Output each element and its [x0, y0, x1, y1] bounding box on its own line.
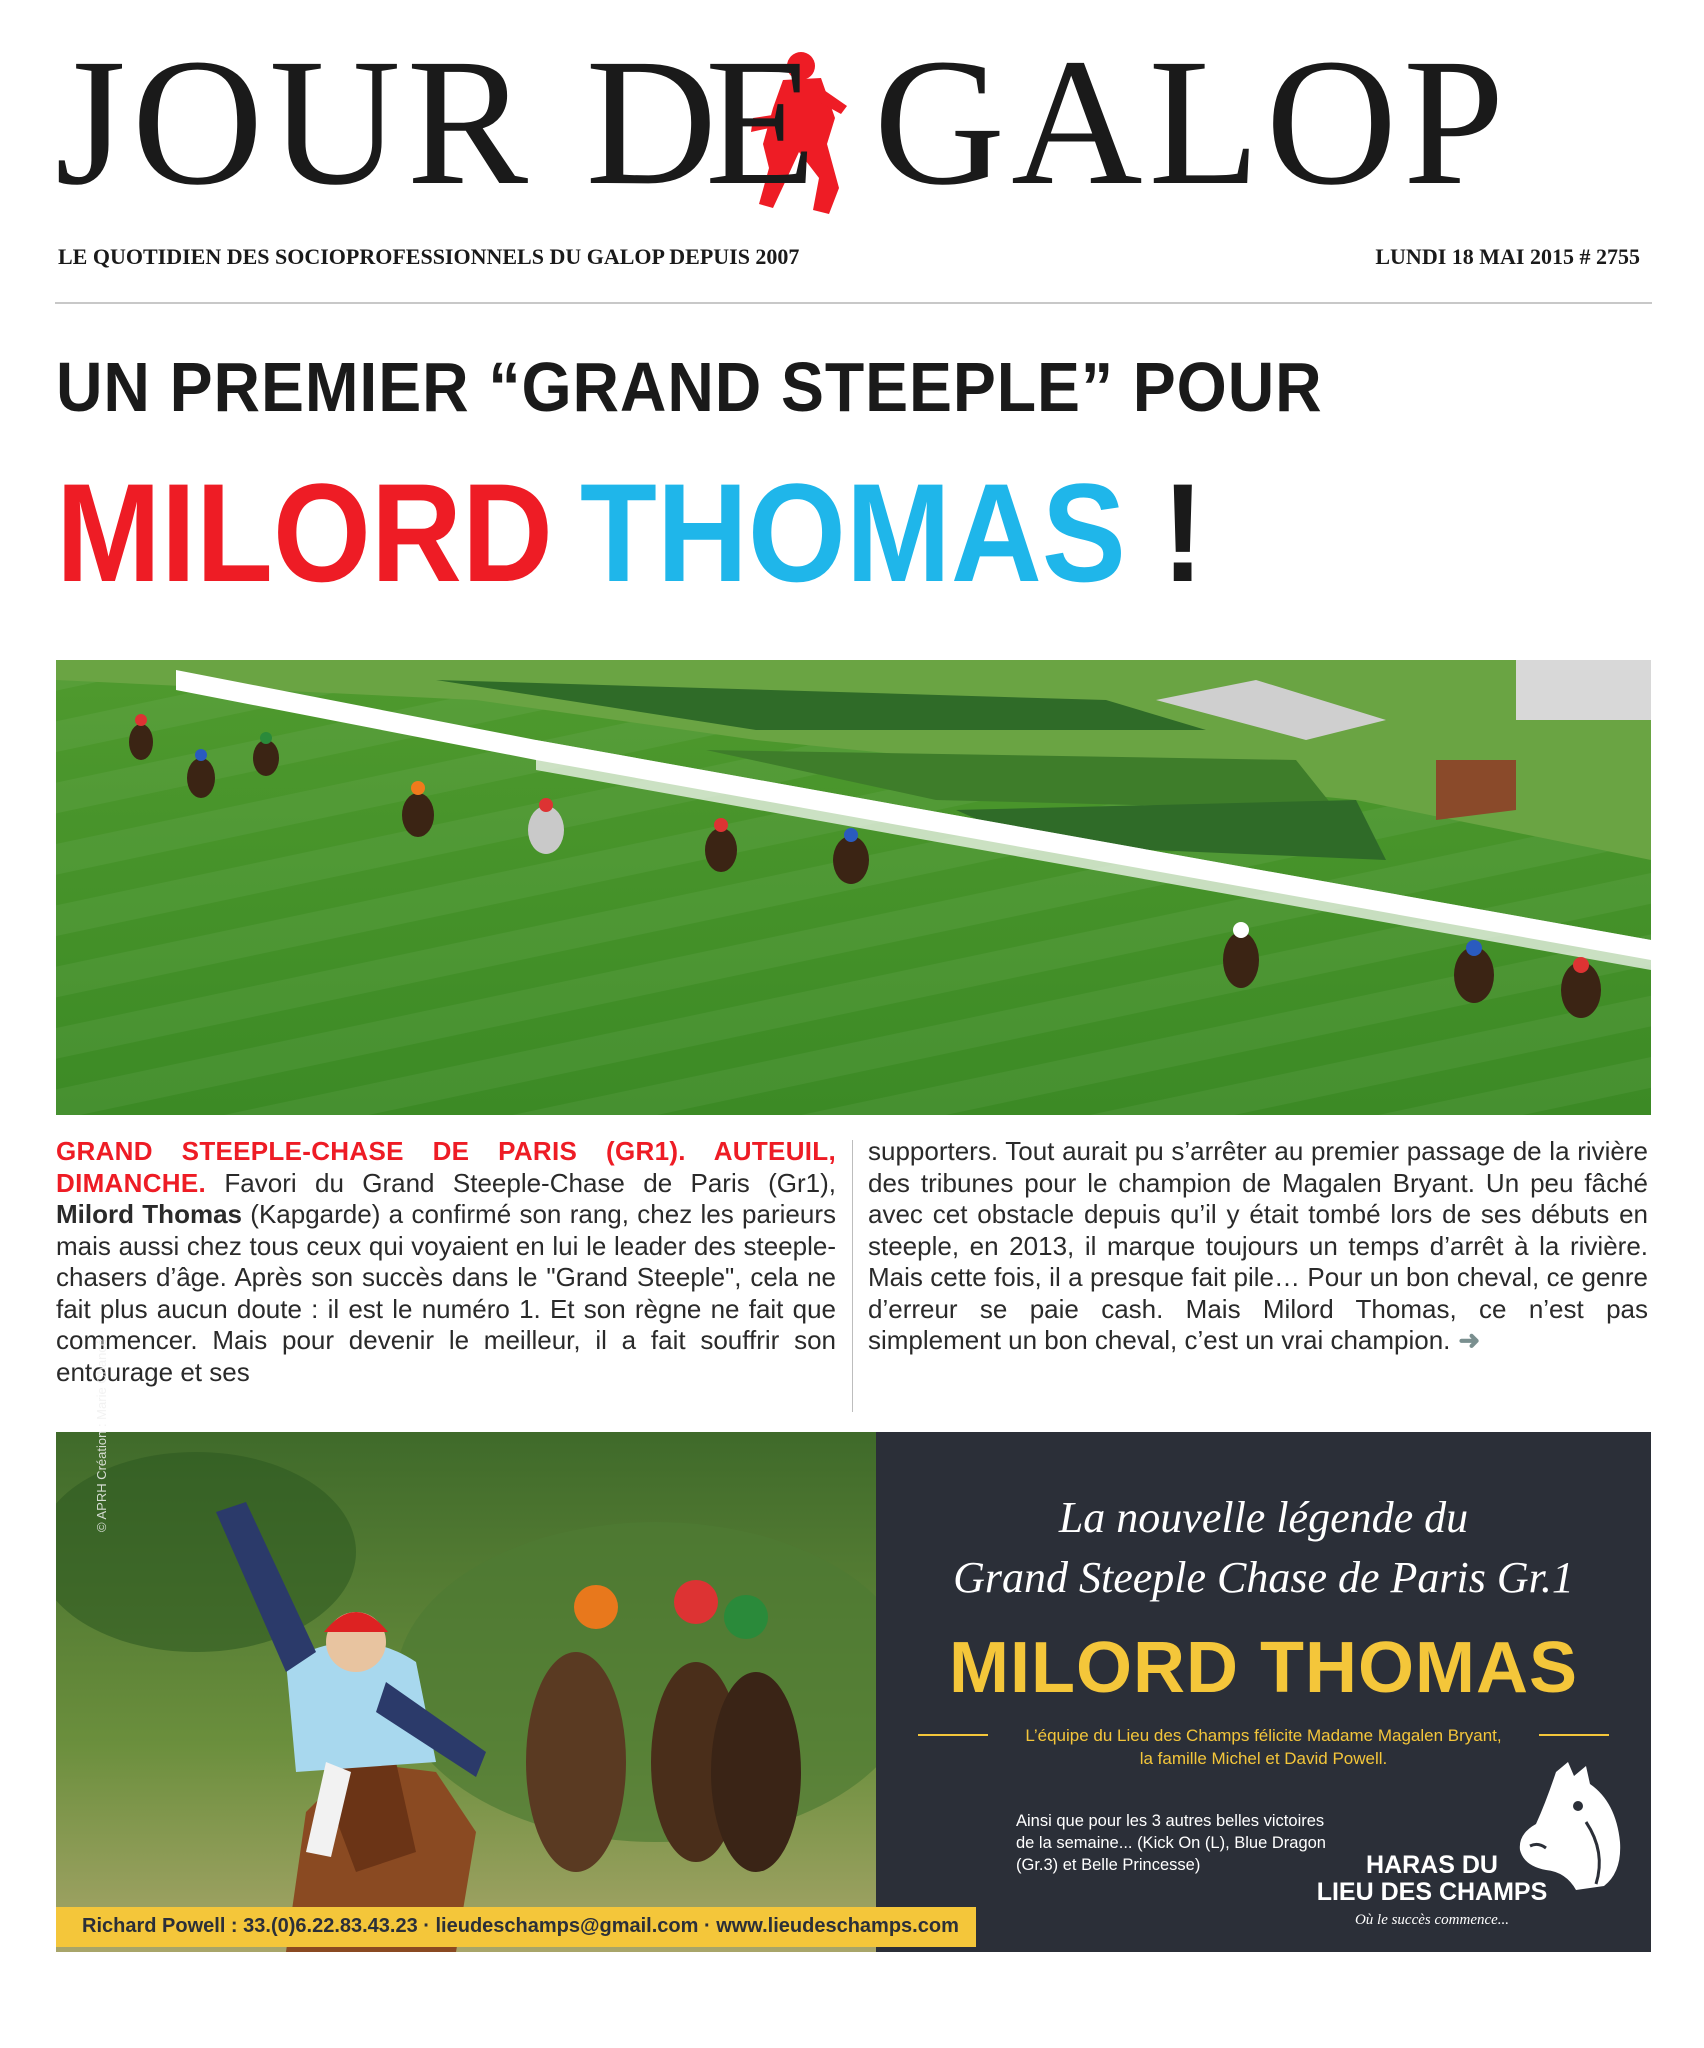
headline-line2 — [56, 448, 1204, 618]
issue-date: LUNDI 18 MAI 2015 # 2755 — [1375, 244, 1640, 269]
article-column-2 — [868, 1136, 1648, 1416]
ad-contact-bar — [56, 1907, 976, 1947]
divider — [55, 302, 1652, 304]
article-text-1b: (Kapgarde) a confirmé son rang, chez les parieurs mais aussi chez tous ceux qui voyaient en lui le leader des steeple-chasers d’âge. Après son succès dans le "Grand Steeple", cela ne fait plus aucun doute : il est le numéro 1. Et son règne ne fait que commencer. Mais pour devenir le meilleur, il a fait souffrir son entourage et ses — [56, 1199, 836, 1387]
column-divider — [852, 1140, 853, 1412]
ad-congrats-line2: la famille Michel et David Powell. — [1139, 1749, 1388, 1768]
masthead — [55, 22, 1655, 223]
horse-head-icon — [1516, 1762, 1636, 1892]
ad-panel — [876, 1432, 1651, 1952]
article-text-1a: Favori du Grand Steeple-Chase de Paris (Gr1), — [206, 1167, 836, 1198]
photo-credit: © APRH Création : Marie Chancé — [94, 1338, 109, 1532]
ad-rule-right — [1539, 1734, 1609, 1736]
ad-jockey-photo — [56, 1432, 876, 1952]
continue-arrow-icon[interactable]: ➜ — [1458, 1325, 1481, 1355]
headline-line1: UN PREMIER “GRAND STEEPLE” POUR — [56, 348, 1323, 426]
ad-congrats-line1: L’équipe du Lieu des Champs félicite Madame Magalen Bryant, — [1025, 1726, 1502, 1745]
tagline: LE QUOTIDIEN DES SOCIOPROFESSIONNELS DU GALOP DEPUIS 2007 — [58, 244, 800, 269]
article-column-1 — [56, 1136, 836, 1416]
headline-exclamation: ! — [1161, 454, 1204, 611]
ad-other-wins: Ainsi que pour les 3 autres belles victoires de la semaine... (Kick On (L), Blue Dragon (Gr.3) et Belle Princesse) — [1016, 1812, 1326, 1874]
race-photo — [56, 660, 1651, 1115]
masthead-title-right: E GALOP — [705, 22, 1511, 223]
ad-title-line1: La nouvelle légende du — [1058, 1493, 1469, 1542]
haras-slogan: Où le succès commence... — [1354, 1912, 1510, 1928]
ad-congratulations — [996, 1724, 1531, 1770]
haras-logo-line1: HARAS DU — [1366, 1851, 1498, 1879]
haras-logo-line2: LIEU DES CHAMPS — [1316, 1878, 1548, 1906]
headline-word-blue: THOMAS — [579, 454, 1126, 611]
article-text-2: supporters. Tout aurait pu s’arrêter au premier passage de la rivière des tribunes pour le champion de Magalen Bryant. Un peu fâché avec cet obstacle depuis qu’il y était tombé lors de ses débuts en steeple, en 2013, il marque toujours un temps d’arrêt à la rivière. Mais cette fois, il a presque fait pile… Pour un bon cheval, ce genre d’erreur se paie cash. Mais Milord Thomas, ce n’est pas simplement un bon cheval, c’est un vrai champion. — [868, 1136, 1648, 1355]
ad-rule-left — [918, 1734, 988, 1736]
article-horse-name: Milord Thomas — [56, 1199, 242, 1229]
advertisement[interactable] — [56, 1338, 1651, 1952]
ad-contact-info[interactable]: Richard Powell : 33.(0)6.22.83.43.23 · lieudeschamps@gmail.com · www.lieudeschamps.com — [82, 1915, 959, 1937]
masthead-title-left: JOUR D — [55, 22, 724, 223]
ad-horse-name: MILORD THOMAS — [949, 1628, 1578, 1708]
article-kicker: GRAND STEEPLE-CHASE DE PARIS (GR1). AUTEUIL, DIMANCHE. — [56, 1136, 836, 1198]
ad-title-line2: Grand Steeple Chase de Paris Gr.1 — [953, 1553, 1574, 1602]
headline-word-red: MILORD — [56, 454, 553, 611]
masthead-subline — [58, 244, 1640, 274]
